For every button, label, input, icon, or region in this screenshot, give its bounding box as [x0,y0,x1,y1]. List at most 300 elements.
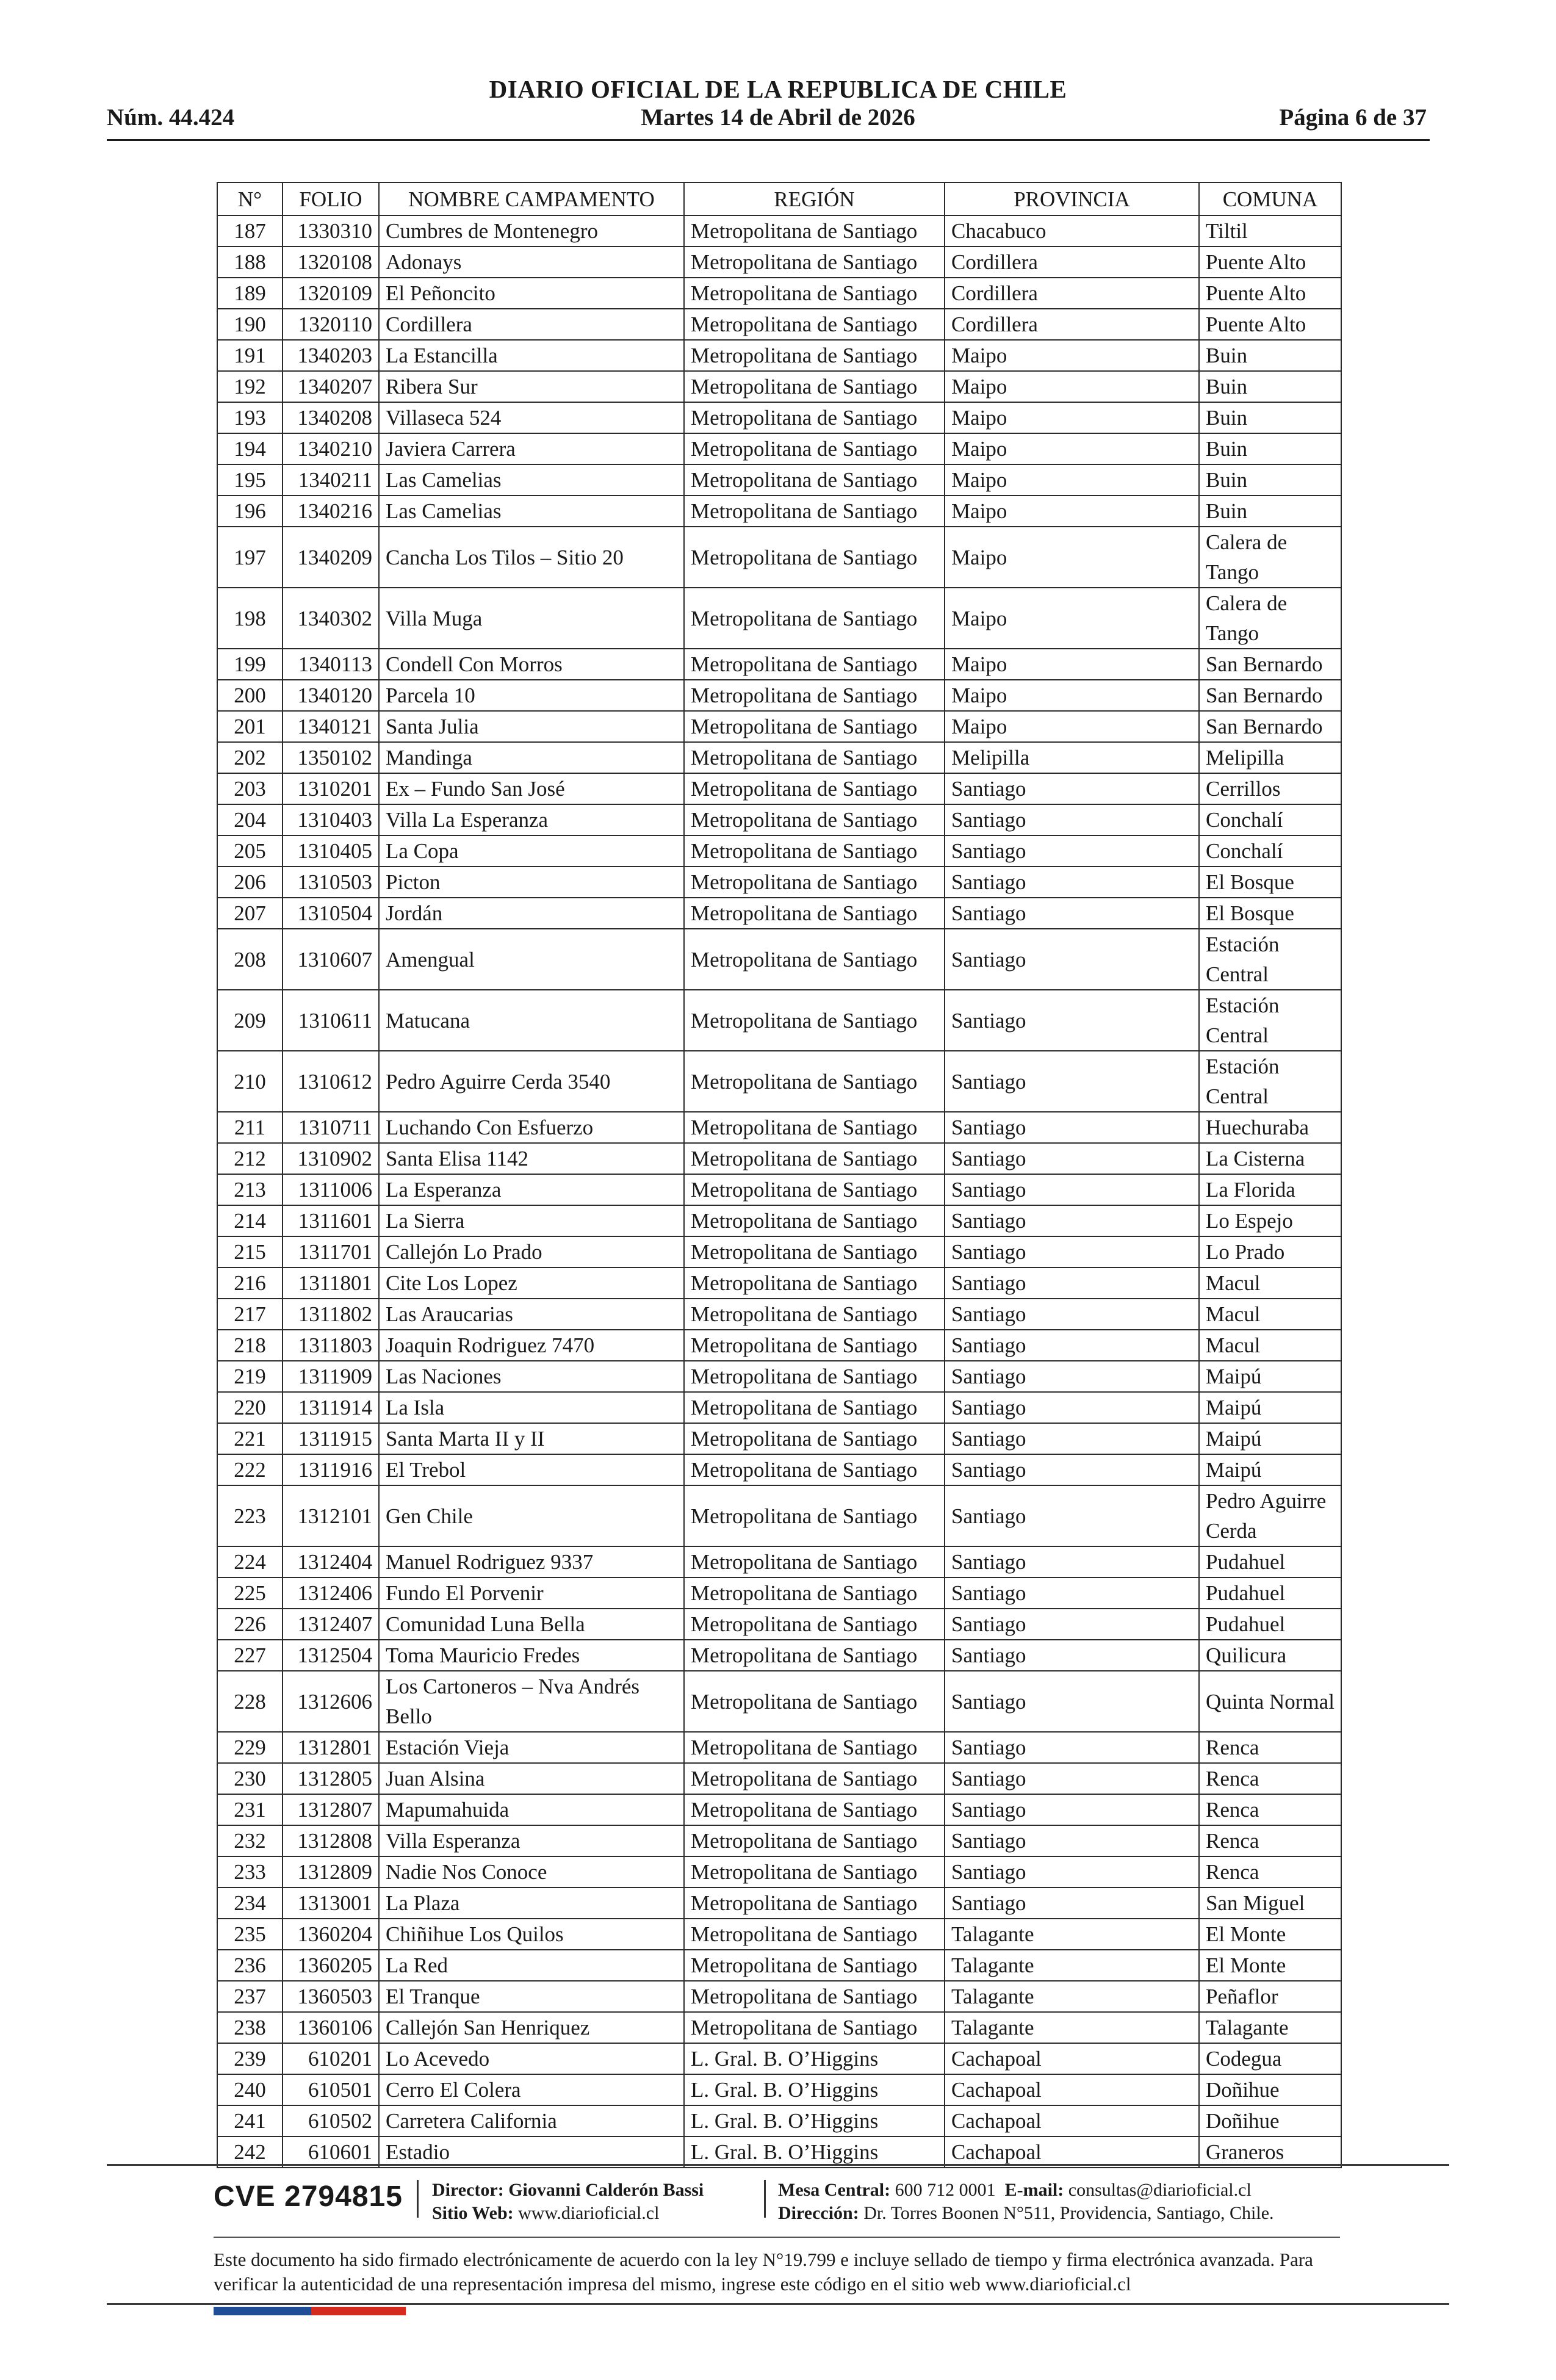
folio-cell: 1340302 [283,588,379,649]
provincia-cell: Santiago [945,990,1199,1051]
comuna-cell: Doñihue [1199,2105,1341,2137]
table-row [217,1112,1341,1143]
table-row [217,1361,1341,1392]
provincia-cell: Cordillera [945,278,1199,309]
table-row [217,215,1341,247]
nombre-cell: Los Cartoneros – Nva Andrés Bello [379,1671,684,1732]
comuna-cell: Estación Central [1199,929,1341,990]
provincia-cell: Santiago [945,898,1199,929]
comuna-cell: Calera de Tango [1199,527,1341,588]
nombre-cell: Estadio [379,2137,684,2168]
comuna-cell: Maipú [1199,1423,1341,1454]
region-cell: Metropolitana de Santiago [684,247,945,278]
provincia-cell: Talagante [945,1919,1199,1950]
column-header-folio: FOLIO [283,182,379,215]
comuna-cell: Renca [1199,1732,1341,1763]
table-row [217,649,1341,680]
table-row [217,278,1341,309]
row-number: 239 [217,2043,283,2074]
row-number: 229 [217,1732,283,1763]
nombre-cell: Estación Vieja [379,1732,684,1763]
row-number: 221 [217,1423,283,1454]
region-cell: Metropolitana de Santiago [684,1732,945,1763]
table-row [217,1174,1341,1205]
comuna-cell: Quinta Normal [1199,1671,1341,1732]
nombre-cell: Chiñihue Los Quilos [379,1919,684,1950]
provincia-cell: Santiago [945,1856,1199,1888]
provincia-cell: Santiago [945,835,1199,867]
address-text: Dr. Torres Boonen N°511, Providencia, Santiago, Chile. [863,2203,1274,2223]
folio-cell: 610201 [283,2043,379,2074]
row-number: 216 [217,1268,283,1299]
row-number: 220 [217,1392,283,1423]
row-number: 199 [217,649,283,680]
region-cell: Metropolitana de Santiago [684,1825,945,1856]
provincia-cell: Cachapoal [945,2074,1199,2105]
row-number: 191 [217,340,283,371]
region-cell: Metropolitana de Santiago [684,1174,945,1205]
folio-cell: 1340209 [283,527,379,588]
row-number: 215 [217,1236,283,1268]
provincia-cell: Santiago [945,929,1199,990]
nombre-cell: Santa Elisa 1142 [379,1143,684,1174]
table-row [217,898,1341,929]
provincia-cell: Santiago [945,1888,1199,1919]
campamentos-table [217,182,1342,2168]
region-cell: Metropolitana de Santiago [684,588,945,649]
region-cell: Metropolitana de Santiago [684,371,945,402]
provincia-cell: Cachapoal [945,2043,1199,2074]
region-cell: Metropolitana de Santiago [684,773,945,804]
region-cell: Metropolitana de Santiago [684,929,945,990]
comuna-cell: Renca [1199,1763,1341,1794]
provincia-cell: Santiago [945,1361,1199,1392]
nombre-cell: La Red [379,1950,684,1981]
nombre-cell: Jordán [379,898,684,929]
table-row [217,1825,1341,1856]
website-label: Sitio Web: [432,2203,514,2223]
nombre-cell: Toma Mauricio Fredes [379,1640,684,1671]
comuna-cell: Doñihue [1199,2074,1341,2105]
region-cell: L. Gral. B. O’Higgins [684,2105,945,2137]
table-body [217,215,1341,2168]
row-number: 228 [217,1671,283,1732]
table-row [217,1794,1341,1825]
footer-separator [417,2180,419,2218]
comuna-cell: Lo Prado [1199,1236,1341,1268]
table-row [217,371,1341,402]
provincia-cell: Maipo [945,649,1199,680]
nombre-cell: Callejón San Henriquez [379,2012,684,2043]
table-row [217,1392,1341,1423]
table-row [217,835,1341,867]
comuna-cell: Talagante [1199,2012,1341,2043]
nombre-cell: Amengual [379,929,684,990]
comuna-cell: Macul [1199,1299,1341,1330]
provincia-cell: Maipo [945,340,1199,371]
row-number: 223 [217,1485,283,1546]
comuna-cell: San Bernardo [1199,649,1341,680]
comuna-cell: Puente Alto [1199,309,1341,340]
provincia-cell: Santiago [945,1640,1199,1671]
folio-cell: 1350102 [283,742,379,773]
nombre-cell: Las Araucarias [379,1299,684,1330]
website-link[interactable]: www.diarioficial.cl [518,2203,660,2223]
region-cell: Metropolitana de Santiago [684,1236,945,1268]
provincia-cell: Santiago [945,1485,1199,1546]
row-number: 187 [217,215,283,247]
provincia-cell: Santiago [945,1794,1199,1825]
folio-cell: 1310201 [283,773,379,804]
nombre-cell: Cite Los Lopez [379,1268,684,1299]
nombre-cell: Ex – Fundo San José [379,773,684,804]
row-number: 235 [217,1919,283,1950]
provincia-cell: Santiago [945,1299,1199,1330]
region-cell: Metropolitana de Santiago [684,1392,945,1423]
nombre-cell: La Plaza [379,1888,684,1919]
region-cell: Metropolitana de Santiago [684,1919,945,1950]
nombre-cell: La Estancilla [379,340,684,371]
region-cell: Metropolitana de Santiago [684,1950,945,1981]
table-row [217,309,1341,340]
folio-cell: 1340207 [283,371,379,402]
comuna-cell: Pudahuel [1199,1578,1341,1609]
table-row [217,2012,1341,2043]
region-cell: Metropolitana de Santiago [684,402,945,433]
comuna-cell: Macul [1199,1330,1341,1361]
folio-cell: 1312406 [283,1578,379,1609]
provincia-cell: Santiago [945,1112,1199,1143]
row-number: 207 [217,898,283,929]
region-cell: Metropolitana de Santiago [684,804,945,835]
provincia-cell: Maipo [945,464,1199,496]
comuna-cell: Melipilla [1199,742,1341,773]
provincia-cell: Cordillera [945,309,1199,340]
folio-cell: 1311006 [283,1174,379,1205]
table-row [217,1888,1341,1919]
row-number: 213 [217,1174,283,1205]
region-cell: Metropolitana de Santiago [684,1423,945,1454]
email-link[interactable]: consultas@diarioficial.cl [1068,2180,1252,2200]
table-row [217,588,1341,649]
table-row [217,1485,1341,1546]
footer-divider-top [107,2164,1449,2166]
comuna-cell: Cerrillos [1199,773,1341,804]
director-label: Director: [432,2180,504,2200]
table-row [217,1330,1341,1361]
nombre-cell: Comunidad Luna Bella [379,1609,684,1640]
nombre-cell: Cancha Los Tilos – Sitio 20 [379,527,684,588]
region-cell: Metropolitana de Santiago [684,1794,945,1825]
provincia-cell: Maipo [945,527,1199,588]
folio-cell: 610601 [283,2137,379,2168]
table-row [217,2137,1341,2168]
director-block [432,2179,704,2225]
provincia-cell: Chacabuco [945,215,1199,247]
region-cell: Metropolitana de Santiago [684,1609,945,1640]
nombre-cell: Santa Marta II y II [379,1423,684,1454]
footer-separator [764,2180,766,2218]
row-number: 226 [217,1609,283,1640]
provincia-cell: Santiago [945,1051,1199,1112]
comuna-cell: Tiltil [1199,215,1341,247]
folio-cell: 1310405 [283,835,379,867]
newspaper-title: DIARIO OFICIAL DE LA REPUBLICA DE CHILE [489,75,1067,103]
table-row [217,1763,1341,1794]
folio-cell: 1313001 [283,1888,379,1919]
region-cell: Metropolitana de Santiago [684,1856,945,1888]
table-row [217,1423,1341,1454]
folio-cell: 1312504 [283,1640,379,1671]
folio-cell: 1330310 [283,215,379,247]
folio-cell: 1310611 [283,990,379,1051]
provincia-cell: Santiago [945,1609,1199,1640]
region-cell: Metropolitana de Santiago [684,1268,945,1299]
nombre-cell: La Copa [379,835,684,867]
region-cell: Metropolitana de Santiago [684,1361,945,1392]
nombre-cell: Villa Muga [379,588,684,649]
comuna-cell: Buin [1199,402,1341,433]
folio-cell: 1312809 [283,1856,379,1888]
table-row [217,1609,1341,1640]
nombre-cell: Parcela 10 [379,680,684,711]
column-header-comuna: COMUNA [1199,182,1341,215]
table-row [217,929,1341,990]
folio-cell: 610501 [283,2074,379,2105]
region-cell: Metropolitana de Santiago [684,1205,945,1236]
table-row [217,464,1341,496]
nombre-cell: Manuel Rodriguez 9337 [379,1546,684,1578]
folio-cell: 1320110 [283,309,379,340]
nombre-cell: Picton [379,867,684,898]
flag-stripe-blue [214,2307,311,2315]
provincia-cell: Santiago [945,1174,1199,1205]
provincia-cell: Santiago [945,773,1199,804]
comuna-cell: Lo Espejo [1199,1205,1341,1236]
comuna-cell: Estación Central [1199,990,1341,1051]
region-cell: Metropolitana de Santiago [684,496,945,527]
row-number: 201 [217,711,283,742]
comuna-cell: Renca [1199,1856,1341,1888]
region-cell: Metropolitana de Santiago [684,309,945,340]
legal-notice: Este documento ha sido firmado electrónicamente de acuerdo con la ley N°19.799 e incluye sellado de tiempo y firma electrónica avanzada. Para verificar la autenticidad de una representación impresa del mismo, ingrese este código en el sitio web www.diarioficial.cl [214,2249,1313,2295]
nombre-cell: Villa Esperanza [379,1825,684,1856]
comuna-cell: Pudahuel [1199,1609,1341,1640]
row-number: 242 [217,2137,283,2168]
phone-number: 600 712 0001 [895,2180,996,2200]
folio-cell: 1340216 [283,496,379,527]
region-cell: Metropolitana de Santiago [684,1454,945,1485]
comuna-cell: La Cisterna [1199,1143,1341,1174]
provincia-cell: Talagante [945,2012,1199,2043]
folio-cell: 1310711 [283,1112,379,1143]
folio-cell: 1312801 [283,1732,379,1763]
comuna-cell: Maipú [1199,1361,1341,1392]
provincia-cell: Santiago [945,1268,1199,1299]
table-row [217,1454,1341,1485]
nombre-cell: Pedro Aguirre Cerda 3540 [379,1051,684,1112]
nombre-cell: El Peñoncito [379,278,684,309]
region-cell: Metropolitana de Santiago [684,340,945,371]
folio-cell: 1312807 [283,1794,379,1825]
region-cell: Metropolitana de Santiago [684,1051,945,1112]
row-number: 208 [217,929,283,990]
row-number: 227 [217,1640,283,1671]
comuna-cell: El Monte [1199,1950,1341,1981]
nombre-cell: Lo Acevedo [379,2043,684,2074]
row-number: 198 [217,588,283,649]
table-row [217,1546,1341,1578]
nombre-cell: Mapumahuida [379,1794,684,1825]
region-cell: Metropolitana de Santiago [684,1888,945,1919]
provincia-cell: Cachapoal [945,2137,1199,2168]
column-header-provincia: PROVINCIA [945,182,1199,215]
comuna-cell: Maipú [1199,1392,1341,1423]
comuna-cell: El Bosque [1199,898,1341,929]
row-number: 189 [217,278,283,309]
page-indicator: Página 6 de 37 [1279,104,1427,131]
provincia-cell: Talagante [945,1950,1199,1981]
comuna-cell: Puente Alto [1199,247,1341,278]
region-cell: Metropolitana de Santiago [684,1112,945,1143]
folio-cell: 1312606 [283,1671,379,1732]
row-number: 200 [217,680,283,711]
row-number: 204 [217,804,283,835]
nombre-cell: Luchando Con Esfuerzo [379,1112,684,1143]
region-cell: Metropolitana de Santiago [684,742,945,773]
nombre-cell: Cordillera [379,309,684,340]
folio-cell: 1311914 [283,1392,379,1423]
region-cell: Metropolitana de Santiago [684,1485,945,1546]
comuna-cell: Renca [1199,1794,1341,1825]
table-row [217,867,1341,898]
table-row [217,1236,1341,1268]
folio-cell: 1312101 [283,1485,379,1546]
row-number: 209 [217,990,283,1051]
comuna-cell: Estación Central [1199,1051,1341,1112]
folio-cell: 1310403 [283,804,379,835]
table-row [217,1268,1341,1299]
region-cell: Metropolitana de Santiago [684,1671,945,1732]
region-cell: L. Gral. B. O’Higgins [684,2043,945,2074]
flag-stripe-red [311,2307,406,2315]
address-label: Dirección: [778,2203,859,2223]
issue-number: Núm. 44.424 [107,104,235,131]
region-cell: Metropolitana de Santiago [684,835,945,867]
row-number: 240 [217,2074,283,2105]
row-number: 234 [217,1888,283,1919]
nombre-cell: Cerro El Colera [379,2074,684,2105]
table-row [217,2074,1341,2105]
comuna-cell: Buin [1199,371,1341,402]
table-row [217,1671,1341,1732]
nombre-cell: Santa Julia [379,711,684,742]
folio-cell: 1320108 [283,247,379,278]
provincia-cell: Maipo [945,711,1199,742]
nombre-cell: La Sierra [379,1205,684,1236]
region-cell: L. Gral. B. O’Higgins [684,2074,945,2105]
folio-cell: 1310504 [283,898,379,929]
folio-cell: 1311915 [283,1423,379,1454]
region-cell: Metropolitana de Santiago [684,680,945,711]
provincia-cell: Santiago [945,1732,1199,1763]
folio-cell: 1360503 [283,1981,379,2012]
provincia-cell: Santiago [945,804,1199,835]
nombre-cell: Mandinga [379,742,684,773]
provincia-cell: Santiago [945,1143,1199,1174]
folio-cell: 1360205 [283,1950,379,1981]
contact-block [778,2179,1274,2225]
row-number: 233 [217,1856,283,1888]
provincia-cell: Maipo [945,371,1199,402]
row-number: 218 [217,1330,283,1361]
table-row [217,1950,1341,1981]
table-row [217,247,1341,278]
comuna-cell: Maipú [1199,1454,1341,1485]
folio-cell: 1340210 [283,433,379,464]
email-label: E-mail: [1004,2180,1064,2200]
region-cell: Metropolitana de Santiago [684,711,945,742]
row-number: 225 [217,1578,283,1609]
row-number: 217 [217,1299,283,1330]
nombre-cell: La Isla [379,1392,684,1423]
row-number: 219 [217,1361,283,1392]
nombre-cell: Juan Alsina [379,1763,684,1794]
nombre-cell: Gen Chile [379,1485,684,1546]
folio-cell: 1312404 [283,1546,379,1578]
provincia-cell: Cachapoal [945,2105,1199,2137]
folio-cell: 1311701 [283,1236,379,1268]
nombre-cell: Nadie Nos Conoce [379,1856,684,1888]
phone-label: Mesa Central: [778,2180,891,2200]
nombre-cell: El Trebol [379,1454,684,1485]
table-row [217,402,1341,433]
comuna-cell: Calera de Tango [1199,588,1341,649]
folio-cell: 1312407 [283,1609,379,1640]
folio-cell: 1311909 [283,1361,379,1392]
table-row [217,804,1341,835]
provincia-cell: Santiago [945,1392,1199,1423]
nombre-cell: Las Naciones [379,1361,684,1392]
nombre-cell: Carretera California [379,2105,684,2137]
row-number: 224 [217,1546,283,1578]
row-number: 192 [217,371,283,402]
row-number: 237 [217,1981,283,2012]
folio-cell: 1340211 [283,464,379,496]
comuna-cell: El Bosque [1199,867,1341,898]
folio-cell: 1310612 [283,1051,379,1112]
provincia-cell: Talagante [945,1981,1199,2012]
table-row [217,742,1341,773]
comuna-cell: San Miguel [1199,1888,1341,1919]
region-cell: Metropolitana de Santiago [684,1143,945,1174]
region-cell: Metropolitana de Santiago [684,1640,945,1671]
comuna-cell: Buin [1199,464,1341,496]
region-cell: Metropolitana de Santiago [684,1763,945,1794]
row-number: 203 [217,773,283,804]
nombre-cell: Las Camelias [379,464,684,496]
nombre-cell: Adonays [379,247,684,278]
folio-cell: 1312805 [283,1763,379,1794]
header-divider [107,139,1430,141]
row-number: 195 [217,464,283,496]
table-row [217,527,1341,588]
region-cell: Metropolitana de Santiago [684,215,945,247]
nombre-cell: Fundo El Porvenir [379,1578,684,1609]
provincia-cell: Maipo [945,433,1199,464]
provincia-cell: Santiago [945,1454,1199,1485]
table-row [217,1919,1341,1950]
